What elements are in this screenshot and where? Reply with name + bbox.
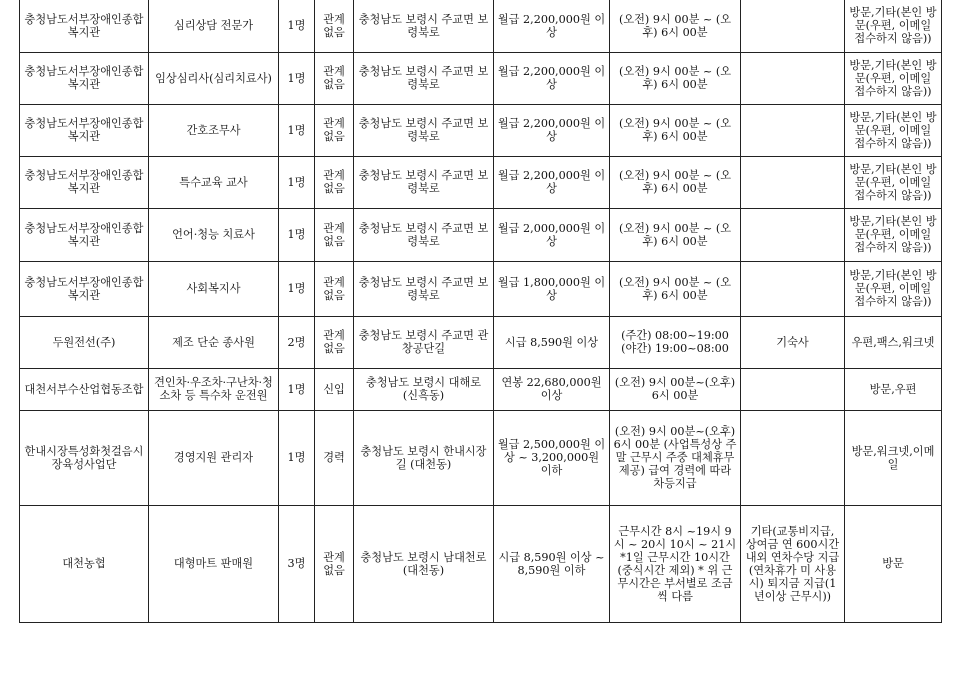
org-cell: 한내시장특성화첫걸음시장육성사업단 [20, 410, 149, 505]
table-row [20, 0, 942, 52]
job-cell: 견인차·우조차·구난차·청소차 등 특수차 운전원 [149, 368, 279, 410]
hours-cell: (주간) 08:00~19:00 (야간) 19:00~08:00 [610, 316, 741, 368]
hours-cell: 근무시간 8시 ~19시 9시 ~ 20시 10시 ~ 21시 *1일 근무시간 10시간(중식시간 제외) * 위 근무시간은 부서별로 조금씩 다름 [610, 505, 741, 622]
job-cell: 심리상담 전문가 [149, 0, 279, 52]
table-body [20, 0, 942, 622]
apply-method-cell: 방문,기타(본인 방문(우편, 이메일 접수하지 않음)) [845, 208, 942, 261]
count-cell: 1명 [279, 104, 315, 156]
benefits-cell [741, 104, 845, 156]
apply-method-cell: 방문,기타(본인 방문(우편, 이메일 접수하지 않음)) [845, 261, 942, 316]
count-cell: 1명 [279, 261, 315, 316]
count-cell: 1명 [279, 52, 315, 104]
location-cell: 충청남도 보령시 주교면 보령북로 [354, 104, 494, 156]
org-cell: 충청남도서부장애인종합복지관 [20, 156, 149, 208]
pay-cell: 월급 2,200,000원 이상 [494, 0, 610, 52]
pay-cell: 시급 8,590원 이상 ~ 8,590원 이하 [494, 505, 610, 622]
job-cell: 사회복지사 [149, 261, 279, 316]
pay-cell: 시급 8,590원 이상 [494, 316, 610, 368]
org-cell: 충청남도서부장애인종합복지관 [20, 52, 149, 104]
pay-cell: 월급 2,200,000원 이상 [494, 156, 610, 208]
location-cell: 충청남도 보령시 주교면 보령북로 [354, 261, 494, 316]
count-cell: 3명 [279, 505, 315, 622]
career-cell: 관계없음 [315, 316, 354, 368]
benefits-cell: 기숙사 [741, 316, 845, 368]
hours-cell: (오전) 9시 00분~(오후) 6시 00분 [610, 368, 741, 410]
career-cell: 관계없음 [315, 261, 354, 316]
hours-cell: (오전) 9시 00분 ~ (오후) 6시 00분 [610, 0, 741, 52]
benefits-cell [741, 208, 845, 261]
table-row [20, 261, 942, 316]
apply-method-cell: 방문,기타(본인 방문(우편, 이메일 접수하지 않음)) [845, 52, 942, 104]
benefits-cell [741, 156, 845, 208]
job-cell: 대형마트 판매원 [149, 505, 279, 622]
career-cell: 관계없음 [315, 208, 354, 261]
apply-method-cell: 우편,팩스,워크넷 [845, 316, 942, 368]
benefits-cell [741, 52, 845, 104]
org-cell: 두원전선(주) [20, 316, 149, 368]
location-cell: 충청남도 보령시 주교면 관창공단길 [354, 316, 494, 368]
career-cell: 관계없음 [315, 0, 354, 52]
job-cell: 언어·청능 치료사 [149, 208, 279, 261]
hours-cell: (오전) 9시 00분 ~ (오후) 6시 00분 [610, 156, 741, 208]
hours-cell: (오전) 9시 00분 ~ (오후) 6시 00분 [610, 208, 741, 261]
apply-method-cell: 방문,기타(본인 방문(우편, 이메일 접수하지 않음)) [845, 104, 942, 156]
pay-cell: 월급 2,200,000원 이상 [494, 52, 610, 104]
org-cell: 대천농협 [20, 505, 149, 622]
location-cell: 충청남도 보령시 주교면 보령북로 [354, 208, 494, 261]
job-listings-table [19, 0, 942, 623]
location-cell: 충청남도 보령시 한내시장길 (대천동) [354, 410, 494, 505]
location-cell: 충청남도 보령시 대해로 (신흑동) [354, 368, 494, 410]
org-cell: 충청남도서부장애인종합복지관 [20, 104, 149, 156]
table-row [20, 156, 942, 208]
apply-method-cell: 방문,우편 [845, 368, 942, 410]
pay-cell: 월급 2,200,000원 이상 [494, 104, 610, 156]
table-row [20, 368, 942, 410]
apply-method-cell: 방문 [845, 505, 942, 622]
job-cell: 제조 단순 종사원 [149, 316, 279, 368]
job-cell: 임상심리사(심리치료사) [149, 52, 279, 104]
location-cell: 충청남도 보령시 남대천로 (대천동) [354, 505, 494, 622]
hours-cell: (오전) 9시 00분 ~ (오후) 6시 00분 [610, 261, 741, 316]
benefits-cell: 기타(교통비지급, 상여금 연 600시간 내외 연차수당 지급(연차휴가 미 사용시) 퇴지금 지급(1년이상 근무시)) [741, 505, 845, 622]
pay-cell: 연봉 22,680,000원 이상 [494, 368, 610, 410]
apply-method-cell: 방문,기타(본인 방문(우편, 이메일 접수하지 않음)) [845, 156, 942, 208]
count-cell: 1명 [279, 368, 315, 410]
job-cell: 간호조무사 [149, 104, 279, 156]
org-cell: 충청남도서부장애인종합복지관 [20, 261, 149, 316]
pay-cell: 월급 2,500,000원 이상 ~ 3,200,000원 이하 [494, 410, 610, 505]
pay-cell: 월급 1,800,000원 이상 [494, 261, 610, 316]
career-cell: 관계없음 [315, 505, 354, 622]
org-cell: 충청남도서부장애인종합복지관 [20, 0, 149, 52]
table-row [20, 410, 942, 505]
job-cell: 경영지원 관리자 [149, 410, 279, 505]
table-row [20, 208, 942, 261]
career-cell: 신입 [315, 368, 354, 410]
benefits-cell [741, 410, 845, 505]
benefits-cell [741, 0, 845, 52]
career-cell: 관계없음 [315, 156, 354, 208]
location-cell: 충청남도 보령시 주교면 보령북로 [354, 0, 494, 52]
hours-cell: (오전) 9시 00분 ~ (오후) 6시 00분 [610, 104, 741, 156]
count-cell: 1명 [279, 156, 315, 208]
location-cell: 충청남도 보령시 주교면 보령북로 [354, 156, 494, 208]
apply-method-cell: 방문,기타(본인 방문(우편, 이메일 접수하지 않음)) [845, 0, 942, 52]
count-cell: 2명 [279, 316, 315, 368]
org-cell: 충청남도서부장애인종합복지관 [20, 208, 149, 261]
table-row [20, 316, 942, 368]
count-cell: 1명 [279, 0, 315, 52]
hours-cell: (오전) 9시 00분 ~ (오후) 6시 00분 [610, 52, 741, 104]
table-row [20, 52, 942, 104]
count-cell: 1명 [279, 410, 315, 505]
org-cell: 대천서부수산업협동조합 [20, 368, 149, 410]
pay-cell: 월급 2,000,000원 이상 [494, 208, 610, 261]
apply-method-cell: 방문,워크넷,이메일 [845, 410, 942, 505]
benefits-cell [741, 261, 845, 316]
job-cell: 특수교육 교사 [149, 156, 279, 208]
benefits-cell [741, 368, 845, 410]
table-row [20, 505, 942, 622]
table-row [20, 104, 942, 156]
count-cell: 1명 [279, 208, 315, 261]
career-cell: 관계없음 [315, 52, 354, 104]
hours-cell: (오전) 9시 00분~(오후) 6시 00분 (사업특성상 주말 근무시 주중 대체휴무 제공) 급여 경력에 따라 차등지급 [610, 410, 741, 505]
career-cell: 관계없음 [315, 104, 354, 156]
career-cell: 경력 [315, 410, 354, 505]
location-cell: 충청남도 보령시 주교면 보령북로 [354, 52, 494, 104]
